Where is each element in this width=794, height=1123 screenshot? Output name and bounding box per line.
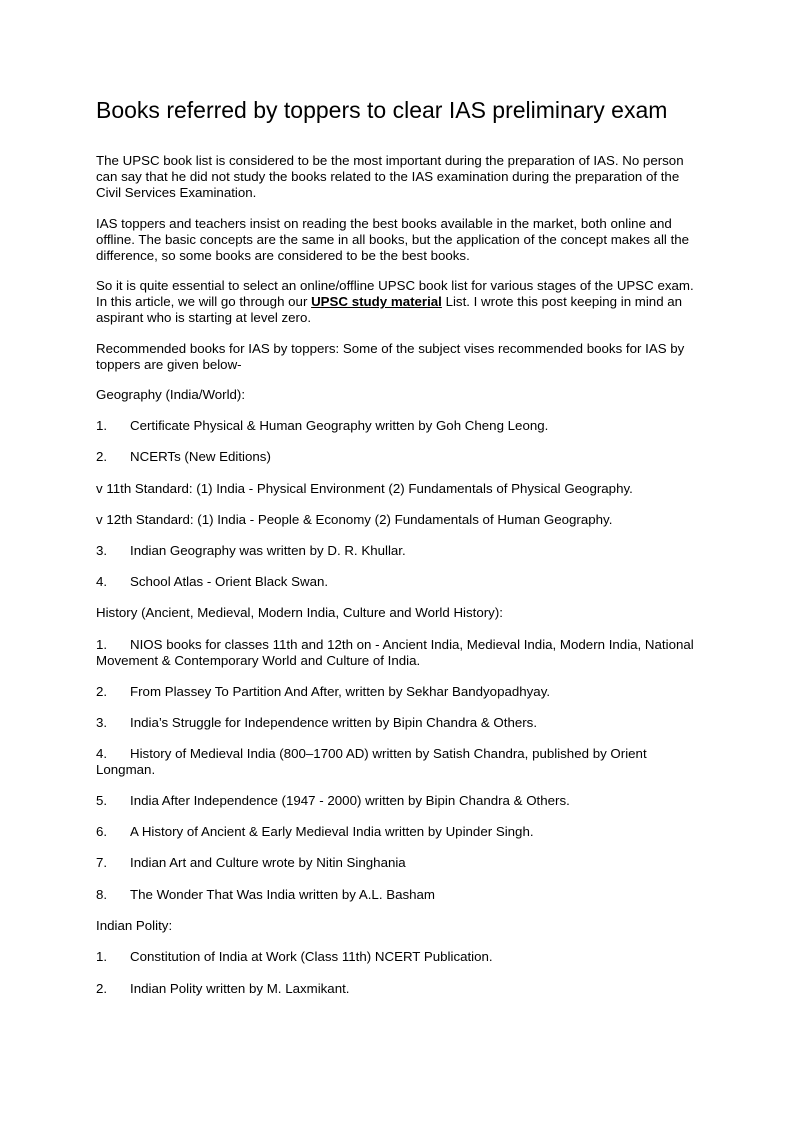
list-text: Indian Geography was written by D. R. Khullar. [130,543,406,558]
list-number: 2. [96,684,108,699]
list-item [96,684,702,700]
intro-paragraph-2: IAS toppers and teachers insist on reading the best books available in the market, both online and offline. The basic concepts are the same in all books, but the application of the concept makes all the difference, so some books are considered to be the best books. [96,216,690,263]
list-text: School Atlas - Orient Black Swan. [130,574,329,589]
list-item [96,449,702,465]
list-number: 2. [96,981,108,996]
list-number: 3. [96,715,108,730]
list-item [96,715,702,731]
list-text: Indian Polity written by M. Laxmikant. [130,981,350,996]
list-text: India After Independence (1947 - 2000) written by Bipin Chandra & Others. [130,793,570,808]
list-text: NIOS books for classes 11th and 12th on - Ancient India, Medieval India, Modern India, National Movement & Contemporary World and Culture of India. [96,637,694,668]
page-title: Books referred by toppers to clear IAS preliminary exam [96,97,668,123]
list-number: 2. [96,449,108,464]
list-text: Constitution of India at Work (Class 11th) NCERT Publication. [130,949,493,964]
list-item [96,824,702,840]
sub-item: v 12th Standard: (1) India - People & Economy (2) Fundamentals of Human Geography. [96,512,613,527]
list-item [96,949,702,965]
list-number: 4. [96,746,108,761]
list-text: India’s Struggle for Independence written by Bipin Chandra & Others. [130,715,538,730]
paragraph-text: So it is quite essential to select an online/offline UPSC book list for various stages of the UPSC exam. In this article, we will go through our [96,278,694,309]
list-number: 4. [96,574,108,589]
intro-paragraph-3 [96,278,702,326]
list-item [96,887,702,903]
list-text: Certificate Physical & Human Geography written by Goh Cheng Leong. [130,418,549,433]
list-number: 5. [96,793,108,808]
list-number: 3. [96,543,108,558]
upsc-study-material-link[interactable]: UPSC study material [311,294,442,309]
list-number: 6. [96,824,108,839]
list-number: 7. [96,855,108,870]
list-item [96,418,702,434]
list-item [96,574,702,590]
list-text: NCERTs (New Editions) [130,449,271,464]
list-item [96,637,702,669]
list-item [96,981,702,997]
list-number: 1. [96,949,108,964]
list-text: The Wonder That Was India written by A.L. Basham [130,887,435,902]
section-heading-history: History (Ancient, Medieval, Modern India, Culture and World History): [96,605,503,620]
list-text: History of Medieval India (800–1700 AD) written by Satish Chandra, published by Orient Longman. [96,746,647,777]
list-text: From Plassey To Partition And After, written by Sekhar Bandyopadhyay. [130,684,551,699]
list-item [96,793,702,809]
list-item [96,543,702,559]
intro-paragraph-4: Recommended books for IAS by toppers: Some of the subject vises recommended books for IAS by toppers are given below- [96,341,685,372]
list-item [96,855,702,871]
list-text: Indian Art and Culture wrote by Nitin Singhania [130,855,406,870]
list-item [96,746,702,778]
intro-paragraph-1: The UPSC book list is considered to be the most important during the preparation of IAS. No person can say that he did not study the books related to the IAS examination during the preparation of the Civil Services Examination. [96,153,684,200]
list-text: A History of Ancient & Early Medieval India written by Upinder Singh. [130,824,534,839]
list-number: 1. [96,637,108,652]
list-number: 8. [96,887,108,902]
section-heading-geography: Geography (India/World): [96,387,246,402]
sub-item: v 11th Standard: (1) India - Physical Environment (2) Fundamentals of Physical Geography. [96,481,633,496]
section-heading-polity: Indian Polity: [96,918,173,933]
list-number: 1. [96,418,108,433]
paragraph-text: List. I wrote this post keeping in mind an aspirant who is starting at level zero. [96,294,683,325]
